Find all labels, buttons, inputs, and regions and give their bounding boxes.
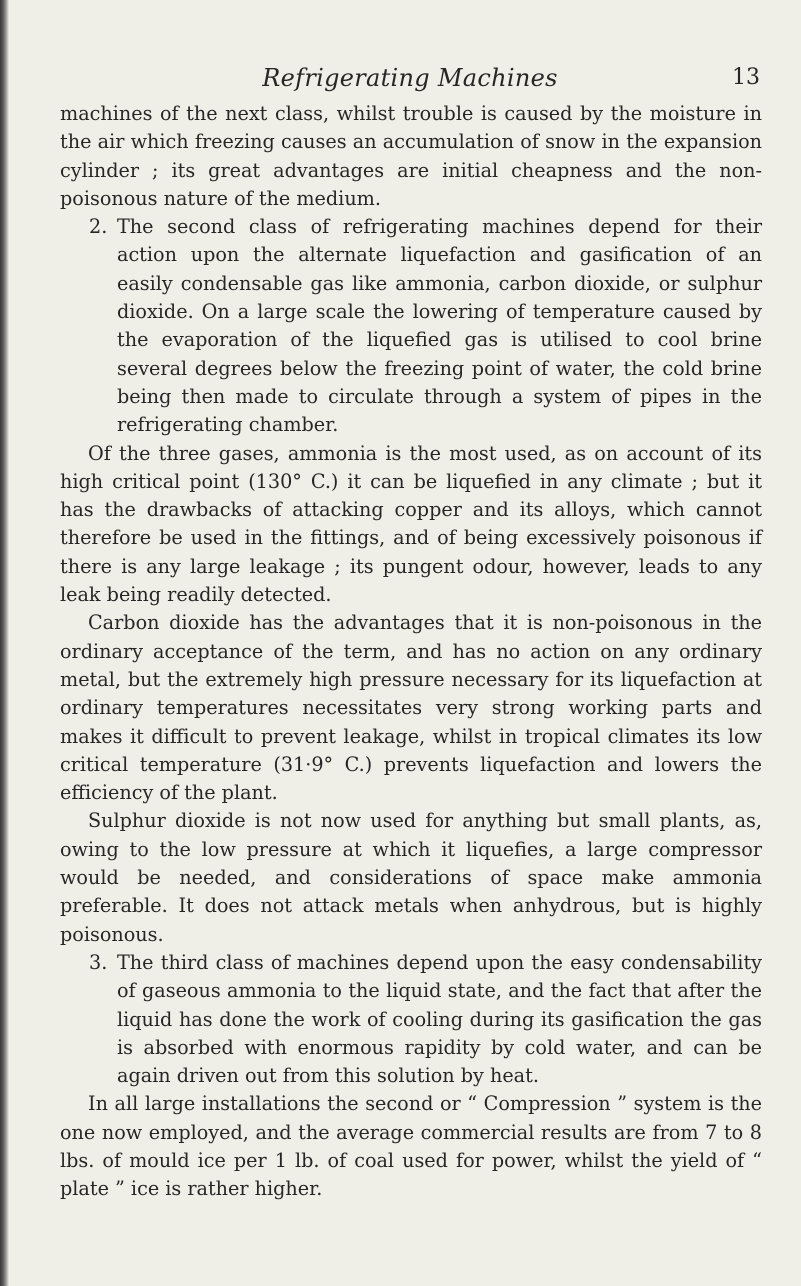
item-number: 2.	[89, 215, 108, 239]
body-text	[60, 100, 762, 1204]
paragraph-ammonia: Of the three gases, ammonia is the most used, as on account of its high critical point (130° C.) it can be liquefied in any climate ; but it has the drawbacks of attacking copper and its alloys, which cannot therefore be used in the fittings, and of being excessively poisonous if there is any large leakage ; its pungent odour, however, leads to any leak being readily detected.	[60, 441, 762, 607]
paragraph-sulphur-dioxide: Sulphur dioxide is not now used for anything but small plants, as, owing to the low pressure at which it liquefies, a large compressor would be needed, and considerations of space make ammonia preferable. It does not attack metals when anhydrous, but is highly poisonous.	[60, 809, 762, 946]
page-number: 13	[732, 65, 760, 90]
page-binding-edge	[0, 0, 9, 1286]
numbered-item-3	[60, 949, 762, 1090]
item-text: The third class of machines depend upon the easy condensability of gaseous ammonia to the liquid state, and the fact that after the liquid has done the work of cooling during its gasification the gas is absorbed with enormous rapidity by cold water, and can be again driven out from this solution by heat.	[117, 950, 762, 1088]
running-head	[60, 62, 760, 94]
paragraph-carbon-dioxide: Carbon dioxide has the advantages that it is non-poisonous in the ordinary acceptance of the term, and has no action on any ordinary metal, but the extremely high pressure necessary for its liquefaction at ordinary temperatures necessitates very strong working parts and makes it difficult to prevent leakage, whilst in tropical climates its low critical temperature (31·9° C.) prevents liquefaction and lowers the efficiency of the plant.	[60, 611, 762, 805]
paragraph-continued: machines of the next class, whilst trouble is caused by the moisture in the air which freezing causes an accumulation of snow in the expansion cylinder ; its great advantages are initial cheapness and the non-poisonous nature of the medium.	[60, 102, 762, 210]
numbered-item-2	[60, 213, 762, 439]
paragraph-final: In all large installations the second or “ Compression ” system is the one now employed, and the average commercial results are from 7 to 8 lbs. of mould ice per 1 lb. of coal used for power, whilst the yield of “ plate ” ice is rather higher.	[60, 1092, 762, 1201]
running-title: Refrigerating Machines	[262, 64, 558, 92]
item-number: 3.	[89, 950, 108, 974]
item-text: The second class of refrigerating machines depend for their action upon the alternate liquefaction and gasification of an easily condensable gas like ammonia, carbon dioxide, or sulphur dioxide. On a large scale the lowering of temperature caused by the evaporation of the liquefied gas is utilised to cool brine several degrees below the freezing point of water, the cold brine being then made to circulate through a system of pipes in the refrigerating chamber.	[117, 215, 762, 437]
